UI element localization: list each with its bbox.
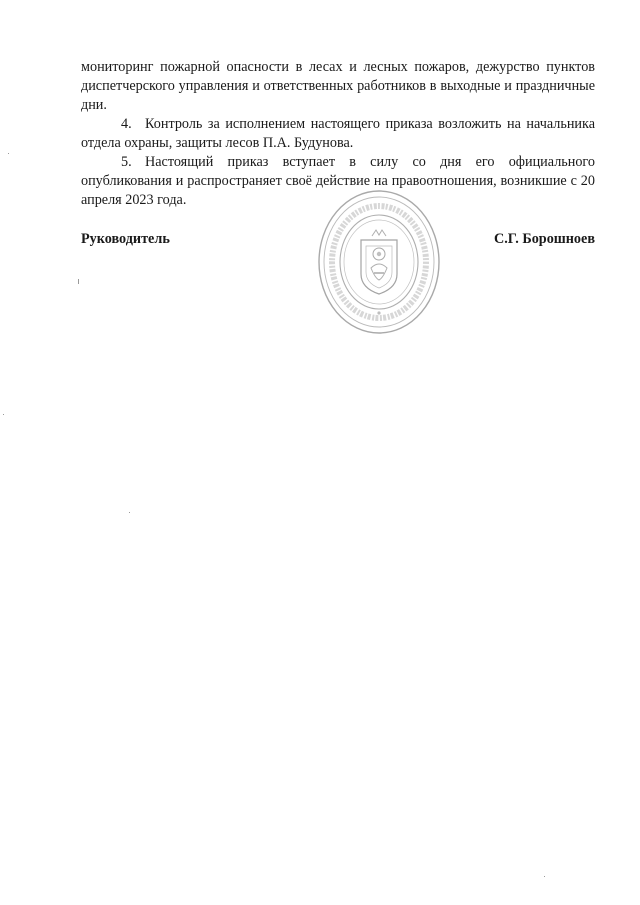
item-number-4: 4. — [121, 116, 132, 132]
paragraph-continuation: мониторинг пожарной опасности в лесах и лесных пожаров, дежурство пунктов диспетчерского управления и ответственных работников в выходные и праздничные дни. — [81, 59, 595, 113]
list-item-4 — [81, 115, 595, 153]
official-seal-icon — [316, 188, 442, 336]
scan-speck — [129, 512, 130, 513]
scan-speck — [544, 876, 545, 877]
item-text-5: Настоящий приказ вступает в силу со дня его официального опубликования и распространяет своё действие на правоотношения, возникшие с 20 апреля 2023 года. — [81, 154, 595, 208]
signatory-title: Руководитель — [81, 231, 170, 247]
item-text-4: Контроль за исполнением настоящего приказа возложить на начальника отдела охраны, защиты лесов П.А. Будунова. — [81, 116, 595, 151]
scan-speck — [3, 414, 4, 415]
item-number-5: 5. — [121, 154, 132, 170]
scan-speck — [78, 279, 79, 284]
signatory-name: С.Г. Борошноев — [494, 231, 595, 247]
scan-speck — [8, 153, 9, 154]
